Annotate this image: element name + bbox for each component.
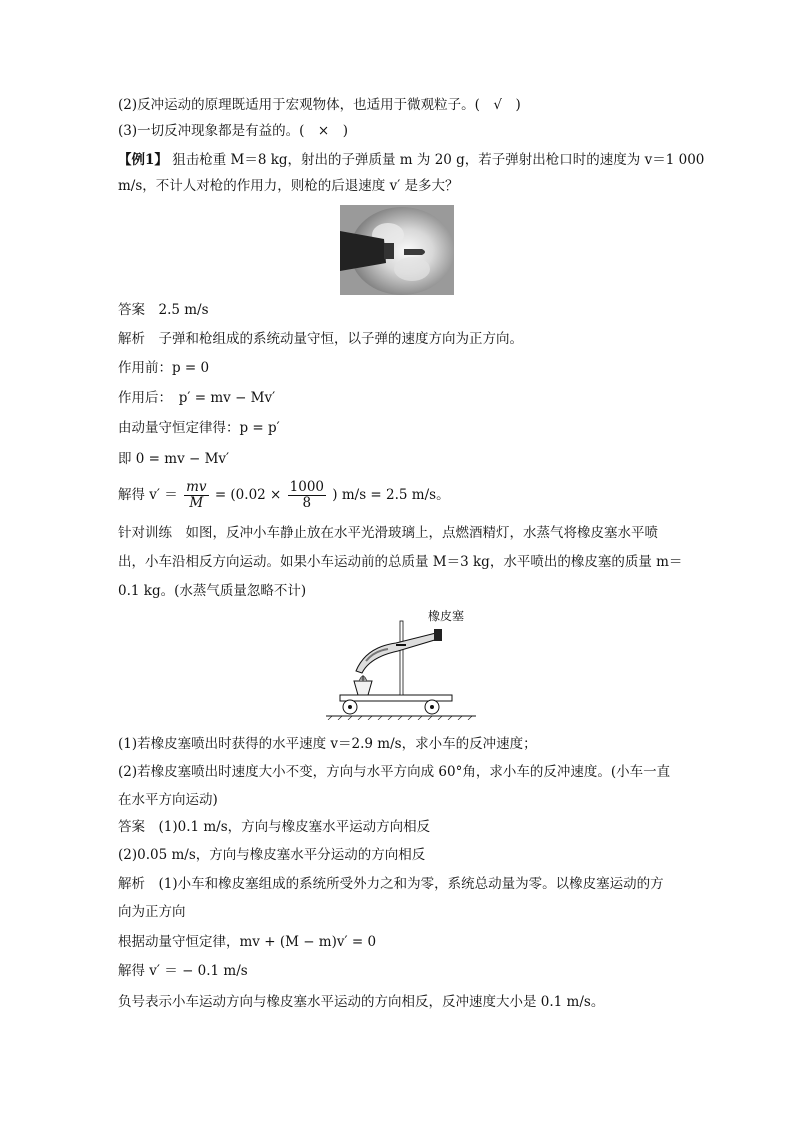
before-line: 作用前：p = 0 (118, 360, 210, 376)
question-3: (3)一切反冲现象都是有益的。( × ) (118, 123, 348, 139)
after-line: 作用后： p′ = mv − Mv′ (118, 390, 276, 406)
analysis-2-line-2: 向为正方向 (118, 904, 186, 920)
answer-2-line-2: (2)0.05 m/s，方向与橡皮塞水平分运动的方向相反 (118, 847, 426, 863)
training-line-1: 针对训练 如图，反冲小车静止放在水平光滑玻璃上，点燃酒精灯，水蒸气将橡皮塞水平喷 (118, 525, 658, 541)
analysis-2-line-1: 解析 (1)小车和橡皮塞组成的系统所受外力之和为零，系统总动量为零。以橡皮塞运动的方 (118, 876, 664, 892)
part-2-line-1: (2)若橡皮塞喷出时速度大小不变，方向与水平方向成 60°角，求小车的反冲速度。(小车一直 (118, 764, 671, 780)
part-1: (1)若橡皮塞喷出时获得的水平速度 v＝2.9 m/s，求小车的反冲速度； (118, 736, 537, 752)
equation-line: 即 0 = mv − Mv′ (118, 451, 230, 467)
fraction-denominator: M (189, 495, 204, 511)
solution-suffix: ) m/s = 2.5 m/s。 (332, 487, 450, 503)
negative-sign-note: 负号表示小车运动方向与橡皮塞水平运动的方向相反，反冲速度大小是 0.1 m/s。 (118, 994, 605, 1010)
part-2-line-2: 在水平方向运动) (118, 792, 218, 808)
example-tag: 【例1】 (118, 152, 168, 168)
solution-middle: = (0.02 × (214, 487, 282, 503)
law-2-line: 根据动量守恒定律，mv + (M − m)v′ = 0 (118, 934, 377, 950)
analysis-1: 解析 子弹和枪组成的系统动量守恒，以子弹的速度方向为正方向。 (118, 331, 523, 347)
answer-1: 答案 2.5 m/s (118, 302, 209, 318)
example-1-line-2: m/s，不计人对枪的作用力，则枪的后退速度 v′ 是多大？ (118, 178, 459, 194)
law-line: 由动量守恒定律得：p = p′ (118, 420, 280, 436)
fraction-1000-over-8 (288, 480, 326, 511)
bullet-photo (340, 205, 454, 295)
question-2: (2)反冲运动的原理既适用于宏观物体，也适用于微观粒子。( √ ) (118, 97, 521, 113)
example-1-text-a: 狙击枪重 M＝8 kg，射出的子弹质量 m 为 20 g，若子弹射出枪口时的速度为 v＝1 000 (172, 152, 705, 168)
fraction2-denominator: 8 (302, 495, 312, 511)
solution-2-line: 解得 v′ ＝ − 0.1 m/s (118, 963, 248, 979)
solution-prefix: 解得 v′ ＝ (118, 487, 178, 503)
example-1-line-1 (118, 151, 705, 169)
answer-2-line-1: 答案 (1)0.1 m/s，方向与橡皮塞水平运动方向相反 (118, 819, 431, 835)
training-line-3: 0.1 kg。(水蒸气质量忽略不计) (118, 583, 307, 599)
solution-line (118, 478, 678, 512)
rubber-stopper-label: 橡皮塞 (428, 609, 465, 623)
training-line-2: 出，小车沿相反方向运动。如果小车运动前的总质量 M＝3 kg，水平喷出的橡皮塞的质量 m＝ (118, 554, 683, 570)
fraction-mv-over-m (184, 480, 208, 511)
fraction2-numerator: 1000 (289, 479, 324, 495)
fraction-numerator: mv (186, 479, 207, 495)
